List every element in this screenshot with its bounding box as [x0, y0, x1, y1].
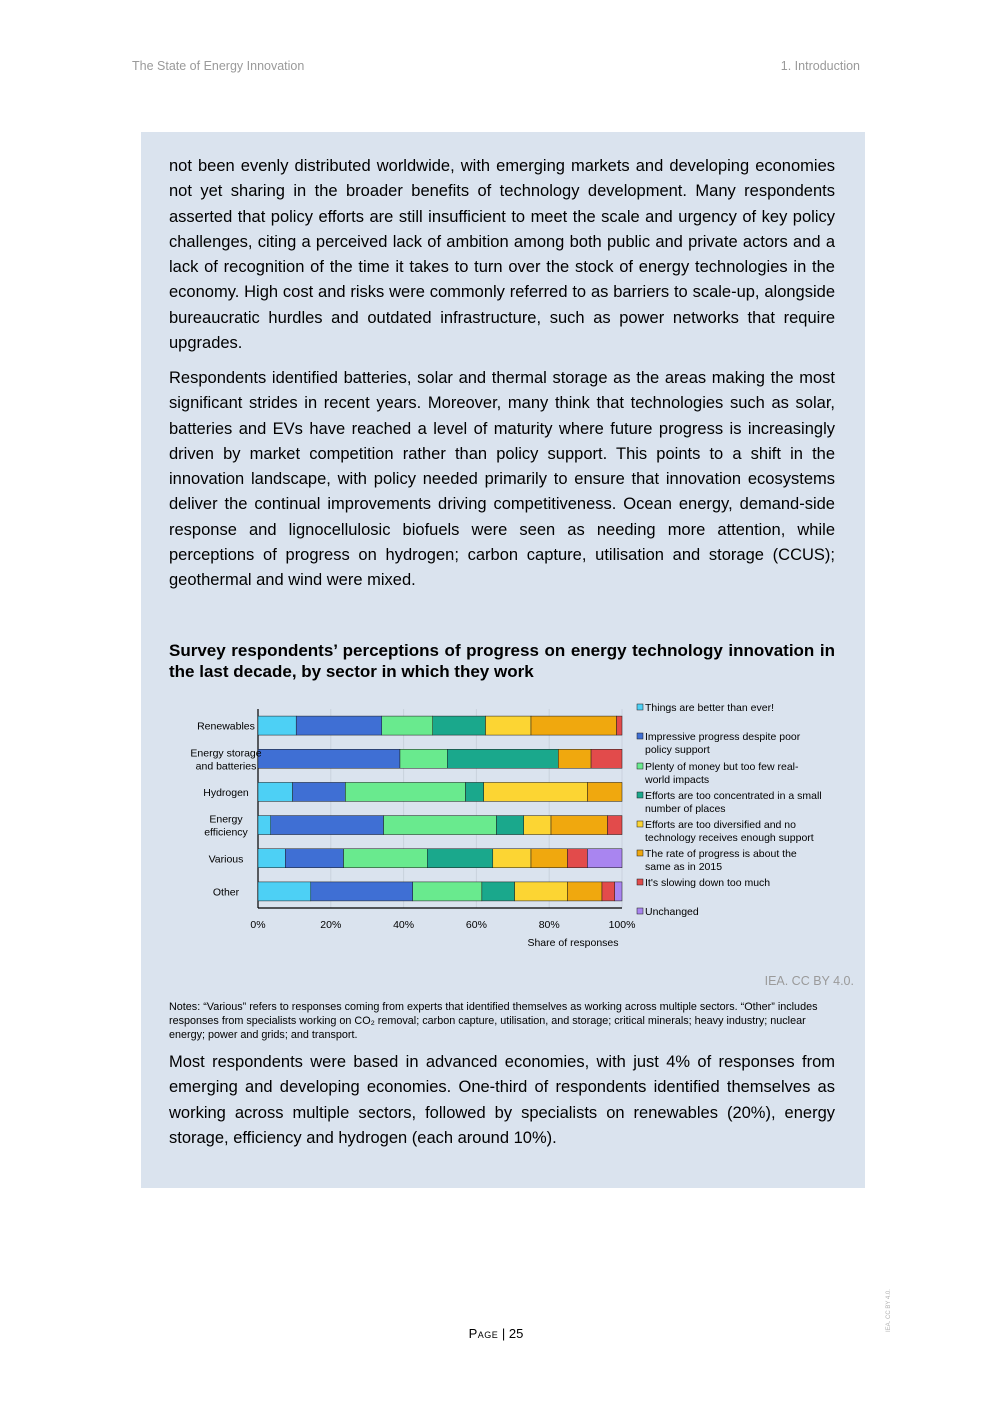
- page-number-value: 25: [508, 1326, 524, 1341]
- content-box: [141, 132, 865, 1188]
- bar-segment: [591, 749, 622, 768]
- legend-label: number of places: [645, 803, 726, 815]
- figure-notes: Notes: “Various” refers to responses coming from experts that identified themselves as working across multiple sectors. “Other” includes responses from specialists working on CO₂ removal; carbon capture, utilisation, and storage; critical minerals; heavy industry; nuclear energy; power and grids; and transport.: [169, 1001, 818, 1041]
- bar-segment: [258, 749, 400, 768]
- bar-segment: [496, 816, 523, 835]
- bar-segment: [567, 849, 587, 868]
- bar-segment: [551, 816, 607, 835]
- bar-segment: [558, 749, 591, 768]
- legend-swatch: [637, 733, 643, 739]
- bar-segment: [587, 849, 622, 868]
- category-label: and batteries: [195, 760, 257, 773]
- running-header-title: The State of Energy Innovation: [132, 59, 305, 73]
- legend-label: It's slowing down too much: [645, 877, 771, 889]
- bar-segment: [617, 716, 622, 735]
- bar-segment: [345, 782, 465, 801]
- bar-segment: [486, 716, 532, 735]
- bar-segment: [413, 882, 482, 901]
- legend-label: Unchanged: [645, 906, 699, 918]
- bar-segment: [465, 782, 483, 801]
- body-paragraph-1: not been evenly distributed worldwide, with emerging markets and developing economies not yet sharing in the broader benefits of technology development. Many respondents asserted that policy efforts are still insufficient to meet the scale and urgency of key policy challenges, citing a perceived lack of ambition among both public and private actors and a lack of recognition of the time it takes to turn over the stock of energy technologies in the economy. High cost and risks were commonly referred to as barriers to scale-up, alongside bureaucratic hurdles and outdated infrastructure, such as power networks that require upgrades.: [169, 157, 835, 353]
- category-label: Renewables: [197, 720, 255, 733]
- x-tick-label: 0%: [250, 919, 266, 931]
- bar-segment: [258, 716, 296, 735]
- legend-label: policy support: [645, 744, 710, 756]
- legend-label: Impressive progress despite poor: [645, 731, 801, 743]
- legend-swatch: [637, 704, 643, 710]
- bar-segment: [602, 882, 615, 901]
- bar-segment: [531, 849, 567, 868]
- legend-label: same as in 2015: [645, 861, 723, 873]
- category-label: Various: [208, 853, 244, 866]
- bar-segment: [531, 716, 617, 735]
- legend-swatch: [637, 908, 643, 914]
- legend-label: technology receives enough support: [645, 832, 814, 844]
- x-tick-label: 60%: [465, 919, 487, 931]
- bar-segment: [615, 882, 622, 901]
- category-label: Hydrogen: [203, 786, 249, 799]
- bar-segment: [607, 816, 622, 835]
- figure-credit: IEA. CC BY 4.0.: [764, 974, 854, 988]
- bar-segment: [384, 816, 497, 835]
- page-number: [0, 1326, 992, 1341]
- bar-segment: [524, 816, 551, 835]
- legend-label: Efforts are too concentrated in a small: [645, 790, 822, 802]
- bar-segment: [271, 816, 384, 835]
- x-tick-label: 80%: [538, 919, 560, 931]
- legend-swatch: [637, 879, 643, 885]
- bar-segment: [515, 882, 568, 901]
- running-header-section: 1. Introduction: [780, 59, 860, 73]
- bar-segment: [258, 816, 271, 835]
- bar-segment: [344, 849, 428, 868]
- category-label: Energy: [209, 813, 243, 826]
- figure-title: Survey respondents’ perceptions of progress on energy technology innovation in the last decade, by sector in which they work: [169, 641, 835, 681]
- legend-label: The rate of progress is about the: [645, 848, 797, 860]
- category-label: Energy storage: [190, 747, 262, 760]
- legend-label: Things are better than ever!: [645, 702, 774, 714]
- x-tick-label: 40%: [393, 919, 415, 931]
- x-tick-label: 100%: [608, 919, 636, 931]
- bar-segment: [296, 716, 382, 735]
- bar-segment: [447, 749, 558, 768]
- body-paragraph-3: Most respondents were based in advanced economies, with just 4% of responses from emerging and developing economies. One-third of respondents identified themselves as working across multiple sectors, followed by specialists on renewables (20%), energy storage, efficiency and hydrogen (each around 10%).: [169, 1053, 835, 1147]
- page-label: Page: [468, 1326, 499, 1341]
- bar-segment: [311, 882, 413, 901]
- page-separator: |: [498, 1326, 509, 1341]
- bar-segment: [493, 849, 531, 868]
- bar-segment: [567, 882, 602, 901]
- bar-segment: [285, 849, 343, 868]
- bar-segment: [258, 782, 293, 801]
- bar-segment: [587, 782, 622, 801]
- category-label: Other: [212, 886, 240, 899]
- body-paragraph-2: Respondents identified batteries, solar and thermal storage as the areas making the most significant strides in recent years. Moreover, many think that technologies such as solar, batteries and EVs have reached a level of maturity where future progress is increasingly driven by market competition rather than policy support. This points to a shift in the innovation landscape, with policy needed primarily to ensure that innovation ecosystems deliver the continual improvements driving competitiveness. Ocean energy, demand-side response and lignocellulosic biofuels were seen as needing more attention, while perceptions of progress on hydrogen; carbon capture, utilisation and storage (CCUS); geothermal and wind were mixed.: [169, 369, 835, 590]
- legend-swatch: [637, 763, 643, 769]
- category-label: efficiency: [204, 826, 248, 839]
- side-credit: IEA. CC BY 4.0.: [886, 1289, 892, 1332]
- legend-label: Plenty of money but too few real-: [645, 761, 799, 773]
- bar-segment: [482, 882, 515, 901]
- bar-segment: [258, 882, 311, 901]
- legend-swatch: [637, 821, 643, 827]
- x-tick-label: 20%: [320, 919, 342, 931]
- bar-segment: [484, 782, 588, 801]
- bar-segment: [258, 849, 285, 868]
- legend-swatch: [637, 850, 643, 856]
- legend-label: world impacts: [645, 774, 710, 786]
- legend-swatch: [637, 792, 643, 798]
- bar-segment: [382, 716, 433, 735]
- bar-segment: [433, 716, 486, 735]
- x-axis-title: Share of responses: [527, 937, 619, 949]
- bar-segment: [293, 782, 346, 801]
- bar-segment: [427, 849, 493, 868]
- bar-segment: [400, 749, 447, 768]
- legend-label: Efforts are too diversified and no: [645, 819, 796, 831]
- stacked-bar-chart: [141, 692, 865, 952]
